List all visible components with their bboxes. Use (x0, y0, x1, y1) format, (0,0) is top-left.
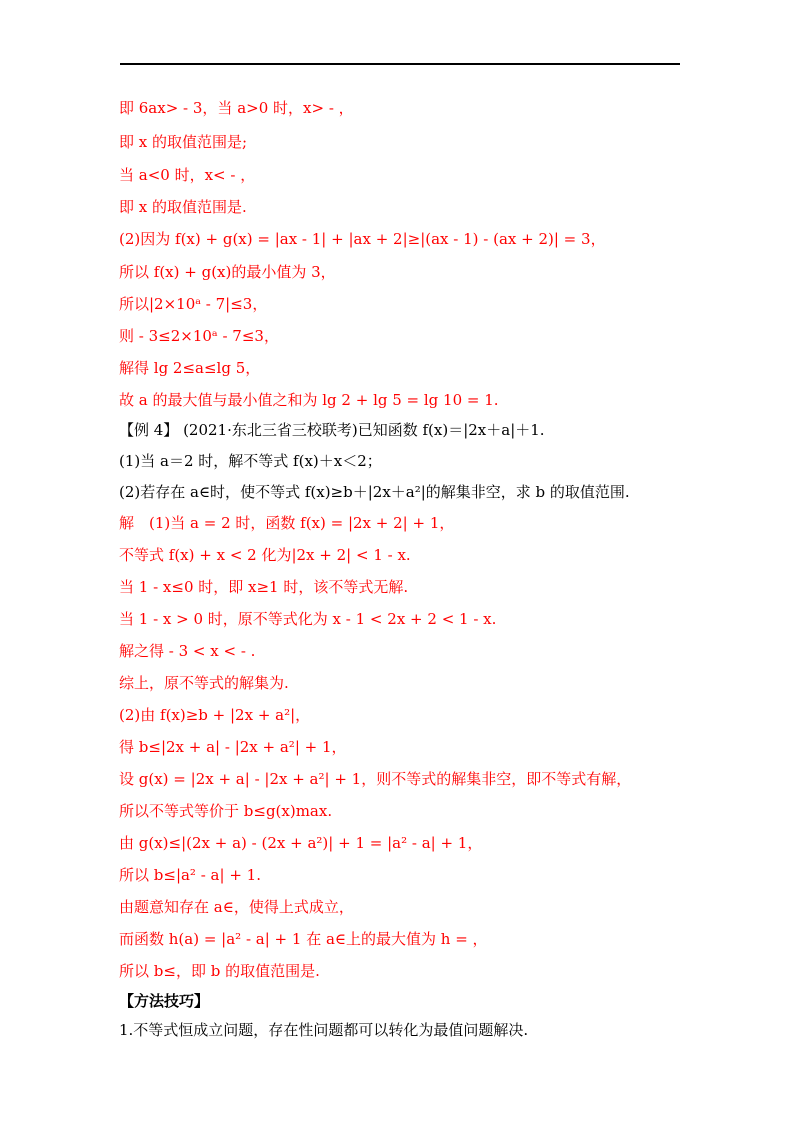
text-line: (2)因为 f(x) + g(x) = |ax - 1| + |ax + 2|≥|(ax - 1) - (ax + 2)| = 3， (119, 230, 606, 248)
text-line: 即 x 的取值范围是. (119, 198, 247, 216)
text-line: (2)若存在 a∈时，使不等式 f(x)≥b＋|2x＋a²|的解集非空，求 b 的取值范围. (119, 483, 630, 501)
text-line: 解之得 - 3 < x < - . (119, 642, 256, 660)
text-line: 综上，原不等式的解集为. (119, 674, 289, 692)
text-line: (1)当 a＝2 时，解不等式 f(x)＋x＜2； (119, 452, 382, 470)
text-line: 1.不等式恒成立问题，存在性问题都可以转化为最值问题解决. (119, 1021, 529, 1039)
text-line: 所以不等式等价于 b≤g(x)max. (119, 802, 333, 820)
text-line: 由题意知存在 a∈，使得上式成立， (119, 898, 354, 916)
text-line: 不等式 f(x) + x < 2 化为|2x + 2| < 1 - x. (119, 546, 411, 564)
solution-line: 解 (1)当 a = 2 时，函数 f(x) = |2x + 2| + 1， (119, 514, 455, 532)
text-line: 设 g(x) = |2x + a| - |2x + a²| + 1，则不等式的解集非空，即不等式有解， (119, 770, 632, 788)
text-line: (2)由 f(x)≥b + |2x + a²|， (119, 706, 311, 724)
text-line: 则 - 3≤2×10ᵃ - 7≤3， (119, 327, 279, 345)
text-line: 由 g(x)≤|(2x + a) - (2x + a²)| + 1 = |a² - a| + 1， (119, 834, 483, 852)
text-line: 即 x 的取值范围是; (119, 133, 248, 151)
text-line: 所以 f(x) + g(x)的最小值为 3， (119, 263, 336, 281)
text-line: 即 6ax> - 3，当 a>0 时，x> - ， (119, 99, 354, 117)
text-line: 所以|2×10ᵃ - 7|≤3， (119, 295, 268, 313)
text-line: 故 a 的最大值与最小值之和为 lg 2 + lg 5 = lg 10 = 1. (119, 391, 499, 409)
text-line: 得 b≤|2x + a| - |2x + a²| + 1， (119, 738, 347, 756)
method-heading: 【方法技巧】 (119, 992, 210, 1010)
text-line: 而函数 h(a) = |a² - a| + 1 在 a∈上的最大值为 h = ， (119, 930, 488, 948)
text-line: 当 1 - x≤0 时，即 x≥1 时，该不等式无解. (119, 578, 409, 596)
text-line: 所以 b≤，即 b 的取值范围是. (119, 962, 320, 980)
text-line: 当 1 - x > 0 时，原不等式化为 x - 1 < 2x + 2 < 1 - x. (119, 610, 497, 628)
example-heading: 【例 4】 (2021·东北三省三校联考)已知函数 f(x)＝|2x＋a|＋1. (119, 421, 545, 439)
header-rule (120, 63, 680, 65)
text-line: 解得 lg 2≤a≤lg 5， (119, 359, 261, 377)
text-line: 所以 b≤|a² - a| + 1. (119, 866, 261, 884)
text-line: 当 a<0 时，x< - ， (119, 166, 256, 184)
